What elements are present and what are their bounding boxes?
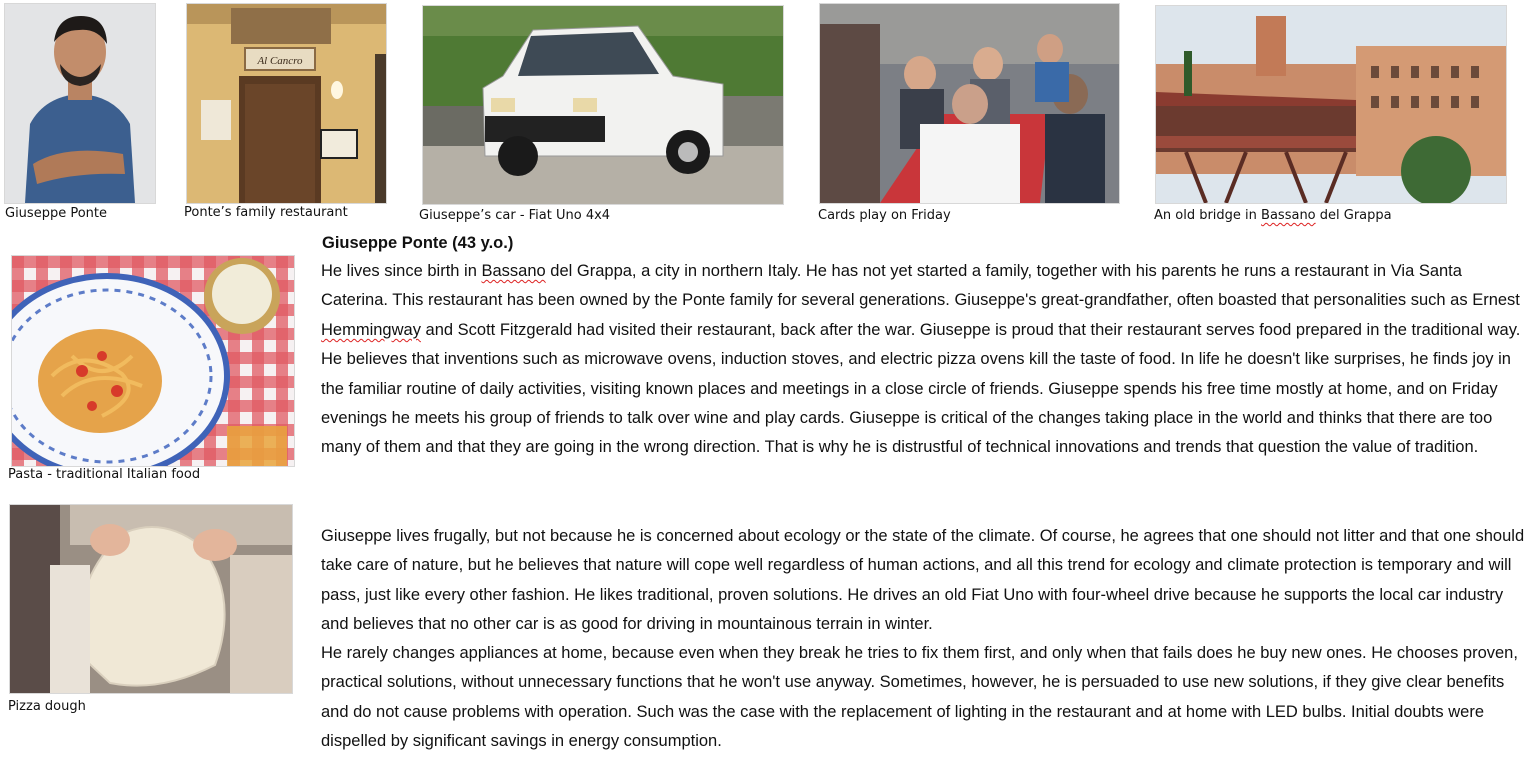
car-illustration: [423, 6, 783, 204]
spellcheck-word: Bassano: [1261, 208, 1316, 223]
photo-old-bridge: [1155, 5, 1507, 204]
caption-pizza-dough: Pizza dough: [8, 699, 86, 714]
bio-paragraph-1: He lives since birth in Bassano del Grappa, a city in northern Italy. He has not yet started a family, together with his parents he runs a restaurant in Via Santa Caterina. This restaurant has been owned by the Ponte family for several generations. Giuseppe's great-grandfather, often boasted that personalities such as Ernest Hemmingway and Scott Fitzgerald had visited their restaurant, back after the war. Giuseppe is proud that their restaurant serves food prepared in the traditional way. He believes that inventions such as microwave ovens, induction stoves, and electric pizza ovens kill the taste of food. In life he doesn't like surprises, he finds joy in the familiar routine of daily activities, visiting known places and meetings in a close circle of friends. Giuseppe spends his free time mostly at home, and on Friday evenings he meets his group of friends to talk over wine and play cards. Giuseppe is critical of the changes taking place in the world and thinks that there are too many of them and that they are going in the wrong direction. That is why he is distrustful of technical innovations and trends that question the value of tradition.: [321, 262, 1521, 457]
photo-giuseppe-portrait: [4, 3, 156, 204]
caption-restaurant: Ponte’s family restaurant: [184, 205, 348, 220]
caption-portrait: Giuseppe Ponte: [5, 206, 107, 221]
caption-bridge: An old bridge in Bassano del Grappa: [1154, 208, 1392, 223]
spellcheck-word: Hemmingway: [321, 320, 421, 339]
caption-pasta: Pasta - traditional Italian food: [8, 467, 201, 482]
bridge-illustration: [1156, 6, 1506, 203]
pasta-illustration: [12, 256, 294, 466]
bio-paragraph-3: He rarely changes appliances at home, because even when they break he tries to fix them first, and only when that fails does he buy new ones. He chooses proven, practical solutions, without unnecessary functions that he won't use anyway. Sometimes, however, he is persuaded to use new solutions, if they give clear benefits and do not cause problems with operation. Such was the case with the replacement of lighting in the restaurant and at home with LED bulbs. Initial doubts were dispelled by significant savings in energy consumption.: [321, 644, 1518, 751]
photo-family-restaurant: [186, 3, 387, 204]
spellcheck-word: Bassano: [481, 262, 546, 280]
restaurant-illustration: [187, 4, 386, 203]
portrait-illustration: [5, 4, 155, 203]
photo-fiat-uno: [422, 5, 784, 205]
restaurant-sign-text: Al Cancro: [257, 55, 303, 67]
caption-car: Giuseppe’s car - Fiat Uno 4x4: [419, 208, 611, 223]
photo-pizza-dough: [9, 504, 293, 694]
caption-cards: Cards play on Friday: [818, 208, 951, 223]
photo-cards-friday: [819, 3, 1120, 204]
bio-paragraph-2: Giuseppe lives frugally, but not because he is concerned about ecology or the state of the climate. Of course, he agrees that one should not litter and that one should take care of nature, but he believes that nature will cope well regardless of human actions, and all this trend for ecology and climate protection is temporary and will pass, just like every other fashion. He likes traditional, proven solutions. He drives an old Fiat Uno with four-wheel drive because he supports the local car industry and believes that no other car is as good for driving in mountainous terrain in winter.: [321, 527, 1525, 634]
photo-pasta: [11, 255, 295, 467]
cards-illustration: [820, 4, 1119, 203]
profile-title: Giuseppe Ponte (43 y.o.): [322, 234, 514, 252]
dough-illustration: [10, 505, 292, 693]
